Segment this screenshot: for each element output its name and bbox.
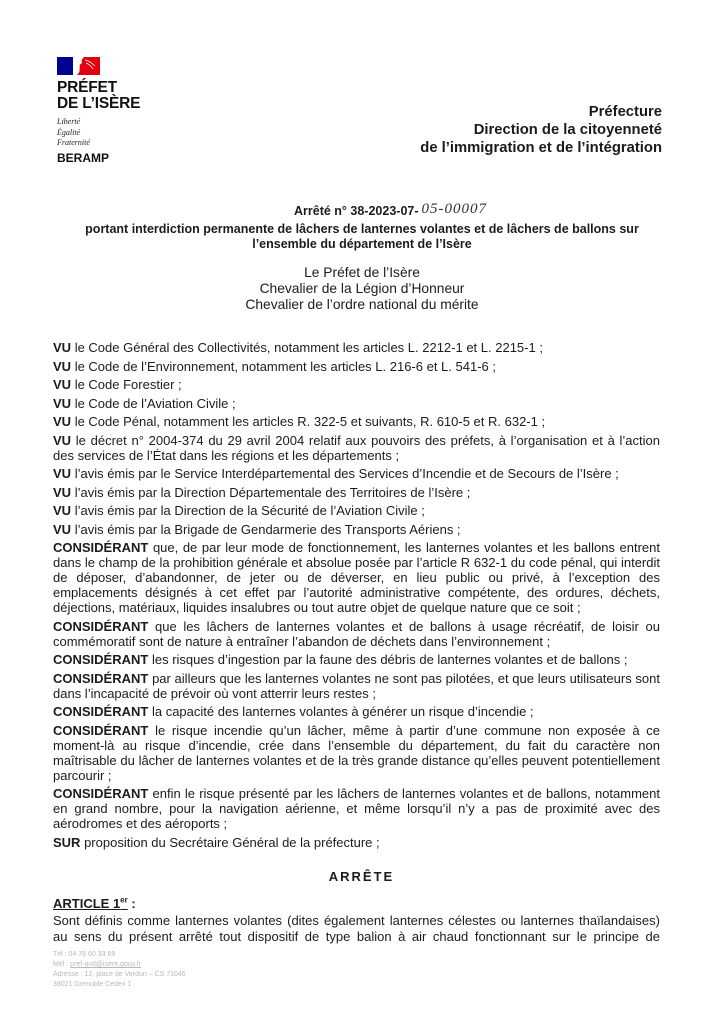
recital-keyword: CONSIDÉRANT bbox=[53, 618, 149, 634]
vu-recital bbox=[53, 359, 660, 374]
recital-keyword: VU bbox=[53, 432, 72, 448]
article-1-heading-underlined bbox=[53, 896, 128, 911]
vu-recital bbox=[53, 377, 660, 392]
recital-text: l’avis émis par la Direction de la Sécurité de l’Aviation Civile ; bbox=[74, 503, 425, 518]
recital-text: par ailleurs que les lanternes volantes ne sont pas pilotées, et que leurs utilisateurs sont dans l’incapacité de prévoir où vont atterrir leurs restes ; bbox=[53, 670, 660, 701]
recital-keyword: VU bbox=[53, 358, 72, 374]
vu-recital bbox=[53, 485, 660, 500]
recital-keyword: SUR bbox=[53, 834, 81, 850]
article-1-heading bbox=[53, 896, 660, 911]
marianne-logo-icon bbox=[57, 57, 100, 75]
recital-text: que, de par leur mode de fonctionnement, les lanternes volantes et les ballons entrent dans le champ de la prohibition générale et absolue posée par l’article R 632-1 du code pénal, qui interdit de déposer, d’abandonner, de jeter ou de déverser, en lieu public ou privé, à l’exception des emplacements désignés à cet effet par l’autorité administrative compétente, des ordures, déchets, déjections, matériaux, liquides insalubres ou tout autre objet de quelque nature que ce soit ; bbox=[53, 540, 660, 615]
recital-text: le décret n° 2004-374 du 29 avril 2004 relatif aux pouvoirs des préfets, à l’organisation et à l’action des services de l’État dans les régions et les départements ; bbox=[53, 432, 660, 463]
recital-keyword: VU bbox=[53, 340, 72, 355]
recital-text: l’avis émis par le Service Interdépartemental des Services d’Incendie et de Secours de l’Isère ; bbox=[74, 466, 619, 481]
recital-keyword: VU bbox=[53, 521, 72, 537]
decree-subject-line2: l’ensemble du département de l’Isère bbox=[252, 236, 472, 251]
vu-recital bbox=[53, 466, 660, 481]
signatory-block bbox=[0, 265, 724, 313]
decision-heading: ARRÊTE bbox=[328, 869, 395, 884]
decree-subject-line1: portant interdiction permanente de lâchers de lanternes volantes et de lâchers de ballons sur bbox=[85, 222, 639, 236]
considerant-recital bbox=[53, 540, 660, 615]
department-line1: Préfecture bbox=[588, 104, 662, 120]
recital-text: le Code de l’Aviation Civile ; bbox=[74, 395, 236, 411]
considerant-recital bbox=[53, 652, 660, 667]
considerant-recital bbox=[53, 786, 660, 831]
footer-email-label: Mél : bbox=[53, 961, 71, 968]
footer-email: pref-avd@isere.gouv.fr bbox=[70, 961, 141, 968]
republic-motto bbox=[57, 117, 90, 149]
recital-text: le Code de l’Environnement, notamment les articles L. 216-6 et L. 541-6 ; bbox=[74, 358, 496, 374]
decree-number-prefix: Arrêté n° 38-2023-07- bbox=[294, 204, 419, 218]
vu-recital bbox=[53, 396, 660, 411]
department-line2: Direction de la citoyenneté bbox=[473, 122, 662, 138]
service-code: BERAMP bbox=[57, 151, 110, 165]
motto-egalite: Égalité bbox=[57, 127, 81, 137]
recital-keyword: CONSIDÉRANT bbox=[53, 652, 149, 667]
considerant-recital bbox=[53, 704, 660, 719]
recital-text: enfin le risque présenté par les lâchers de lanternes volantes et de ballons, notamment en grand nombre, pour la navigation aérienne, et même lorsqu’il n’y a pas de proximité avec des aérodromes et des aéroports ; bbox=[53, 786, 660, 831]
prefect-title-line2: DE L’ISÈRE bbox=[57, 95, 141, 112]
vu-recital bbox=[53, 503, 660, 518]
recital-keyword: VU bbox=[53, 466, 72, 481]
department-line3: de l’immigration et de l’intégration bbox=[420, 140, 662, 156]
footer-email-line bbox=[53, 960, 186, 970]
signatory-line2: Chevalier de la Légion d’Honneur bbox=[259, 281, 465, 296]
recital-keyword: CONSIDÉRANT bbox=[53, 540, 149, 555]
signatory-line3: Chevalier de l’ordre national du mérite bbox=[245, 297, 479, 312]
footer-phone: Tél : 04 76 60 33 69 bbox=[53, 951, 116, 958]
prefect-title-line1: PRÉFET bbox=[57, 79, 117, 96]
recital-keyword: VU bbox=[53, 395, 72, 411]
vu-recital bbox=[53, 522, 660, 537]
recital-text: le Code Général des Collectivités, notamment les articles L. 2212-1 et L. 2215-1 ; bbox=[74, 340, 543, 355]
considerant-recital bbox=[53, 723, 660, 783]
footer-address: Adresse : 12, place de Verdun – CS 71046 bbox=[53, 971, 186, 978]
recital-text: les risques d’ingestion par la faune des débris de lanternes volantes et de ballons ; bbox=[151, 652, 628, 667]
recital-keyword: CONSIDÉRANT bbox=[53, 722, 149, 738]
recital-keyword: CONSIDÉRANT bbox=[53, 786, 149, 801]
motto-fraternite: Fraternité bbox=[57, 138, 90, 147]
recital-text: l’avis émis par la Brigade de Gendarmerie des Transports Aériens ; bbox=[74, 521, 461, 537]
signatory-line1: Le Préfet de l’Isère bbox=[304, 265, 420, 280]
article-1-label: ARTICLE 1 bbox=[53, 896, 121, 911]
decree-number bbox=[294, 203, 487, 219]
vu-recital bbox=[53, 414, 660, 429]
article-1-text: Sont définis comme lanternes volantes (dites également lanternes célestes ou lanternes thaïlandaises) au sens du présent arrêté tout dispositif de type balion à air chaud fonctionnant sur le principe de bbox=[53, 913, 660, 944]
recital-keyword: VU bbox=[53, 503, 72, 518]
flag-blue-field bbox=[57, 57, 73, 75]
decree-number-handwritten: 05-00007 bbox=[421, 201, 488, 217]
recital-text: le Code Forestier ; bbox=[74, 377, 182, 392]
sur-recital bbox=[53, 835, 660, 850]
recital-keyword: CONSIDÉRANT bbox=[53, 704, 149, 719]
recital-text: le risque incendie qu’un lâcher, même à partir d’une commune non exposée à ce moment-là au risque d’incendie, crée dans l’ensemble du département, du fait du caractère non maîtrisable du lâcher de lanternes volantes et de la très grande distance qu’elles peuvent potentiellement parcourir ; bbox=[53, 722, 660, 783]
vu-recital bbox=[53, 433, 660, 463]
recital-keyword: VU bbox=[53, 377, 72, 392]
prefect-title bbox=[57, 80, 140, 112]
recital-keyword: CONSIDÉRANT bbox=[53, 670, 149, 686]
recital-text: le Code Pénal, notamment les articles R. 322-5 et suivants, R. 610-5 et R. 632-1 ; bbox=[74, 414, 546, 429]
recital-text: proposition du Secrétaire Général de la préfecture ; bbox=[84, 834, 380, 850]
recital-text: que les lâchers de lanternes volantes et de ballons à usage récréatif, de loisir ou commémoratif sont de nature à entraîner l’abandon de déchets dans l’environnement ; bbox=[53, 618, 660, 649]
considerant-recital bbox=[53, 671, 660, 701]
article-1-ordinal: er bbox=[120, 895, 128, 905]
article-1-colon: : bbox=[127, 896, 136, 911]
page-footer bbox=[53, 950, 186, 990]
vu-recital bbox=[53, 340, 660, 355]
considerant-recital bbox=[53, 619, 660, 649]
recital-text: la capacité des lanternes volantes à générer un risque d’incendie ; bbox=[151, 704, 534, 719]
footer-city: 38021 Grenoble Cedex 1 bbox=[53, 981, 132, 988]
decree-subject bbox=[0, 222, 724, 251]
decree-body bbox=[53, 340, 660, 945]
recital-keyword: VU bbox=[53, 484, 72, 500]
issuing-department bbox=[420, 103, 662, 157]
recital-text: l’avis émis par la Direction Départementale des Territoires de l’Isère ; bbox=[74, 484, 471, 500]
recital-keyword: VU bbox=[53, 414, 72, 429]
motto-liberte: Liberté bbox=[57, 117, 81, 126]
